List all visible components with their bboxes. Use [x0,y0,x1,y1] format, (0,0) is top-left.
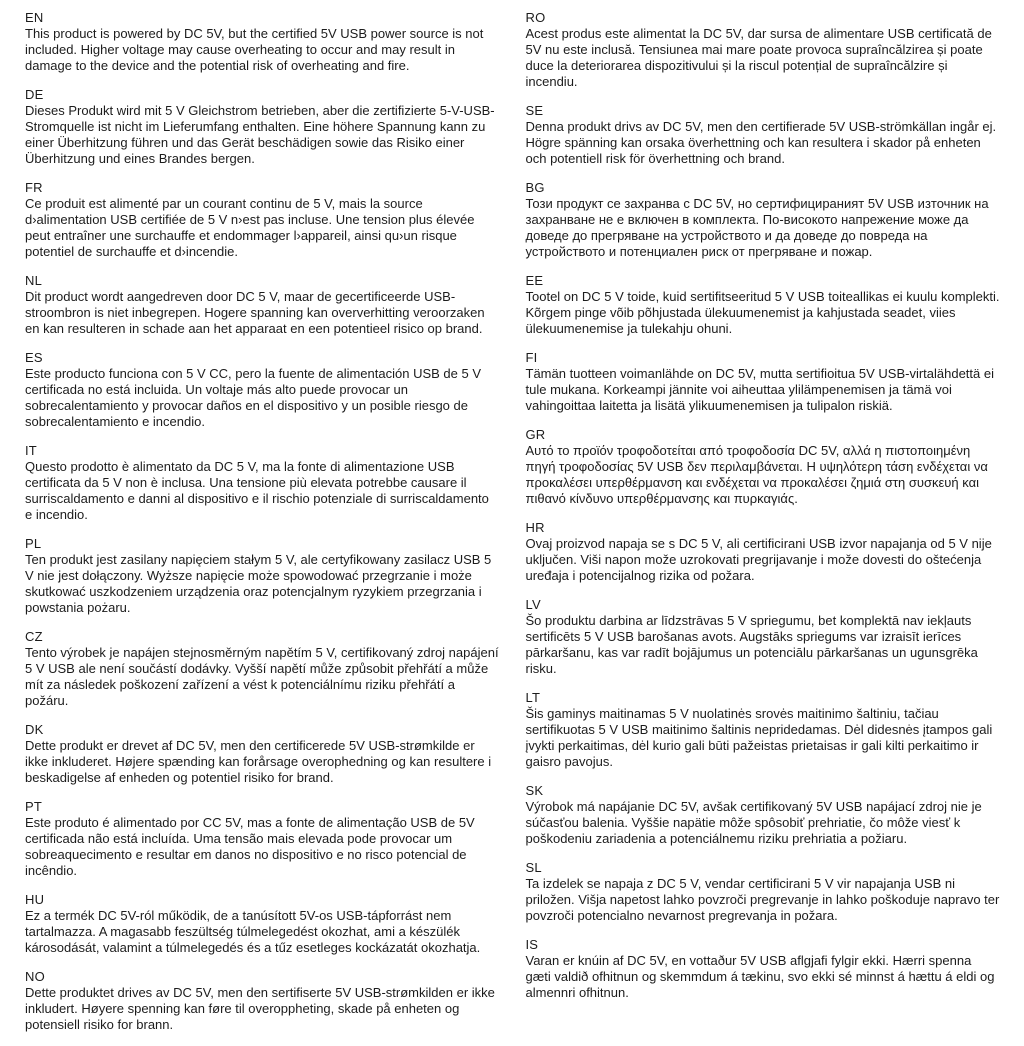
language-section [25,180,500,260]
language-notice-text: Questo prodotto è alimentato da DC 5 V, ma la fonte di alimentazione USB certificata da 5 V non è inclusa. Una tensione più elevata potrebbe causare il surriscaldamento e danni al dispositivo e il rischio potenziale di surriscaldamento e incendio. [25,459,489,522]
language-notice-text: Ce produit est alimenté par un courant continu de 5 V, mais la source d›alimentation USB certifiée de 5 V n›est pas incluse. Une tension plus élevée peut entraîner une surchauffe et endommager l›appareil, ainsi qu›un risque potentiel de surchauffe et d›incendie. [25,196,475,259]
language-section [25,629,500,709]
language-code-label: IT [25,443,37,458]
language-notice-text: Dieses Produkt wird mit 5 V Gleichstrom betrieben, aber die zertifizierte 5-V-USB-Stromquelle ist nicht im Lieferumfang enthalten. Eine höhere Spannung kann zu einer Überhitzung führen und das Gerät beschädigen sowie das Risiko einer Überhitzung und eines Brandes bergen. [25,103,495,166]
language-section [526,690,1001,770]
language-notice-text: Tento výrobek je napájen stejnosměrným napětím 5 V, certifikovaný zdroj napájení 5 V USB ale není součástí dodávky. Vyšší napětí může způsobit přehřátí a může mít za následek poškození zařízení a vést k potenciálnímu riziku přehřátí a požáru. [25,645,499,708]
language-code-label: FR [25,180,43,195]
language-code-label: ES [25,350,43,365]
language-code-label: SE [525,103,544,118]
language-notice-text: Este produto é alimentado por CC 5V, mas a fonte de alimentação USB de 5V certificada não está incluída. Uma tensão mais elevada pode provocar um sobreaquecimento e resultar em danos no dispositivo e no risco potencial de incêndio. [25,815,475,878]
language-code-label: CZ [25,629,43,644]
language-code-label: GR [525,427,546,442]
language-code-label: EE [525,273,544,288]
language-notice-text: Dit product wordt aangedreven door DC 5 V, maar de gecertificeerde USB-stroombron is niet inbegrepen. Hogere spanning kan oververhitting veroorzaken en kan resulteren in schade aan het apparaat en een potentieel risico op brand. [25,289,485,336]
language-section [25,10,500,74]
language-code-label: HR [525,520,545,535]
language-notice-text: Ta izdelek se napaja z DC 5 V, vendar certificirani 5 V vir napajanja USB ni priložen. Višja napetost lahko povzroči pregrevanje in lahko poškoduje napravo ter povzroči potencialno nevarnost pregrevanja in požara. [525,876,1000,923]
language-section [526,783,1001,847]
language-section [526,350,1001,414]
language-notice-text: Šis gaminys maitinamas 5 V nuolatinės srovės maitinimo šaltiniu, tačiau sertifikuotas 5 V USB maitinimo šaltinis nepridedamas. Dėl didesnės įtampos gali įvykti perkaitimas, dėl kurio gali būti pažeistas prietaisas ir gali kilti perkaitimo ir gaisro pavojus. [525,706,993,769]
language-code-label: PT [25,799,43,814]
language-notice-text: Ovaj proizvod napaja se s DC 5 V, ali certificirani USB izvor napajanja od 5 V nije uključen. Viši napon može uzrokovati pregrijavanje i može dovesti do oštećenja uređaja i potencijalnog rizika od požara. [525,536,992,583]
language-section [526,937,1001,1001]
language-code-label: DE [25,87,44,102]
left-column [25,10,500,1046]
language-code-label: HU [25,892,45,907]
language-notice-text: Denna produkt drivs av DC 5V, men den certifierade 5V USB-strömkällan ingår ej. Högre spänning kan orsaka överhettning och kan resultera i skador på enheten och potentiell risk för överhettning och brand. [525,119,997,166]
language-section [526,273,1001,337]
language-notice-text: Výrobok má napájanie DC 5V, avšak certifikovaný 5V USB napájací zdroj nie je súčasťou balenia. Vyššie napätie môže spôsobiť prehriatie, čo môže viesť k poškodeniu zariadenia a potenciálnemu riziku prehriatia a požiaru. [525,799,982,846]
language-section [25,969,500,1033]
language-section [25,722,500,786]
language-code-label: NO [25,969,45,984]
language-section [25,536,500,616]
language-section [25,443,500,523]
language-code-label: BG [525,180,545,195]
language-code-label: PL [25,536,42,551]
language-section [526,597,1001,677]
language-code-label: EN [25,10,44,25]
language-section [526,860,1001,924]
language-notice-text: Acest produs este alimentat la DC 5V, dar sursa de alimentare USB certificată de 5V nu este inclusă. Tensiunea mai mare poate provoca supraîncălzirea și poate duce la deteriorarea dispozitivului și la riscul potențial de supraîncălzire și incendiu. [525,26,992,89]
language-notice-text: Ez a termék DC 5V-ról működik, de a tanúsított 5V-os USB-tápforrást nem tartalmazza. A magasabb feszültség túlmelegedést okozhat, ami a készülék károsodását, valamint a túlmelegedés és a tűz esetleges kockázatát okozhatja. [25,908,481,955]
language-code-label: IS [525,937,539,952]
language-notice-text: Varan er knúin af DC 5V, en vottaður 5V USB aflgjafi fylgir ekki. Hærri spenna gæti valdið ofhitnun og skemmdum á tækinu, svo ekki sé minnst á hættu á eldi og almennri ofhitnun. [525,953,995,1000]
right-column [526,10,1001,1014]
language-code-label: LT [525,690,541,705]
language-notice-text: Dette produktet drives av DC 5V, men den sertifiserte 5V USB-strømkilden er ikke inkludert. Høyere spenning kan føre til overoppheting, skade på enheten og potensiell risiko for brann. [25,985,495,1032]
language-code-label: LV [525,597,541,612]
language-code-label: NL [25,273,43,288]
language-section [526,180,1001,260]
language-notice-text: Este producto funciona con 5 V CC, pero la fuente de alimentación USB de 5 V certificada no está incluida. Un voltaje más alto puede provocar un sobrecalentamiento y provocar daños en el dispositivo y un posible riesgo de sobrecalentamiento e incendio. [25,366,481,429]
language-code-label: SK [525,783,544,798]
language-notice-text: Ten produkt jest zasilany napięciem stałym 5 V, ale certyfikowany zasilacz USB 5 V nie jest dołączony. Wyższe napięcie może spowodować przegrzanie i może skutkować uszkodzeniem urządzenia oraz potencjalnym ryzykiem przegrzania i powstania pożaru. [25,552,492,615]
language-section [526,10,1001,90]
language-section [25,892,500,956]
language-notice-text: This product is powered by DC 5V, but the certified 5V USB power source is not included. Higher voltage may cause overheating to occur and may result in damage to the device and the potential risk of overheating and fire. [25,26,484,73]
language-notice-text: Tootel on DC 5 V toide, kuid sertifitseeritud 5 V USB toiteallikas ei kuulu komplekti. Kõrgem pinge võib põhjustada ülekuumenemist ja kahjustada seadet, viies ülekuumenemise ja tulekahju ohuni. [525,289,1000,336]
language-code-label: DK [25,722,44,737]
language-notice-text: Αυτό το προϊόν τροφοδοτείται από τροφοδοσία DC 5V, αλλά η πιστοποιημένη πηγή τροφοδοσίας 5V USB δεν περιλαμβάνεται. Η υψηλότερη τάση ενδέχεται να προκαλέσει υπερθέρμανση και ενδέχεται να προκαλέσει ζημιά στη συσκευή και πιθανό κίνδυνο υπερθέρμανσης και πυρκαγιάς. [525,443,988,506]
language-notice-text: Dette produkt er drevet af DC 5V, men den certificerede 5V USB-strømkilde er ikke inkluderet. Højere spænding kan forårsage overophedning og kan resultere i beskadigelse af enheden og potentiel risiko for brand. [25,738,492,785]
language-notice-text: Този продукт се захранва с DC 5V, но сертифицираният 5V USB източник на захранване не е включен в комплекта. По-високото напрежение може да доведе до прегряване на устройството и да доведе до повреда на устройството и потенциален риск от прегряване и пожар. [525,196,989,259]
language-notice-text: Šo produktu darbina ar līdzstrāvas 5 V spriegumu, bet komplektā nav iekļauts sertificēts 5 V USB barošanas avots. Augstāks spriegums var izraisīt ierīces pārkaršanu, kas var radīt bojājumus un potenciālu pārkaršanas un ugunsgrēka risku. [525,613,978,676]
language-section [526,520,1001,584]
language-code-label: FI [525,350,538,365]
language-section [25,350,500,430]
language-section [526,427,1001,507]
language-section [25,799,500,879]
language-section [25,87,500,167]
language-section [25,273,500,337]
language-code-label: SL [525,860,542,875]
language-notice-text: Tämän tuotteen voimanlähde on DC 5V, mutta sertifioitua 5V USB-virtalähdettä ei tule mukana. Korkeampi jännite voi aiheuttaa ylilämpenemisen ja tämä voi vahingoittaa laitetta ja lisätä ylikuumenemisen ja tulipalon riskiä. [525,366,994,413]
language-section [526,103,1001,167]
language-code-label: RO [525,10,546,25]
